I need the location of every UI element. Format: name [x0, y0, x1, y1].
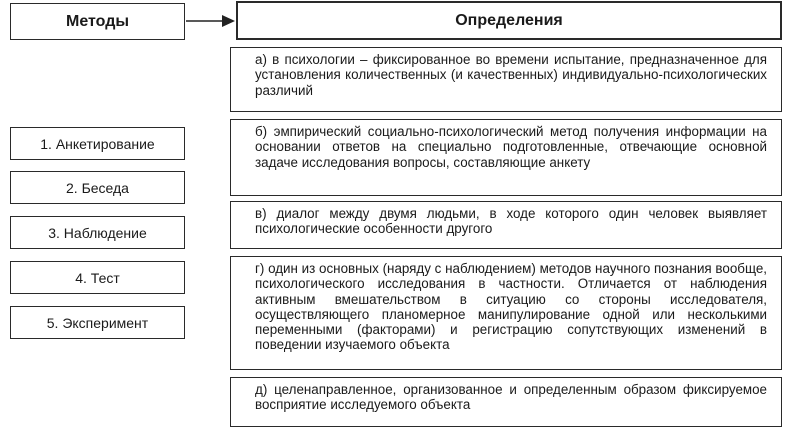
- definition-text: г) один из основных (наряду с наблюдением) методов научного познания вообще, психологического исследования в частности. Отличается от наблюдения активным вмешательством в ситуацию со стороны исследователя, осуществляющего планомерное манипулирование одной или несколькими переменными (факторами) и регистрацию сопутствующих изменений в поведении изучаемого объекта: [255, 261, 767, 353]
- definitions-header: [236, 1, 782, 40]
- definition-text: б) эмпирический социально-психологический метод получения информации на основании ответов на специально подготовленные, отвечающие основной задаче исследования вопросы, составляющие анкету: [255, 124, 767, 170]
- definition-a: [230, 47, 782, 112]
- methods-header-label: Методы: [65, 12, 130, 30]
- method-item-questionnaire: [10, 127, 185, 160]
- method-label: 5. Эксперимент: [46, 314, 149, 331]
- definitions-header-label: Определения: [455, 11, 563, 29]
- method-label: 2. Беседа: [66, 179, 129, 196]
- method-item-observation: [10, 216, 185, 249]
- method-label: 4. Тест: [75, 269, 120, 286]
- method-item-test: [10, 261, 185, 294]
- definition-e: [230, 377, 782, 427]
- method-label: 3. Наблюдение: [48, 224, 147, 241]
- definition-d: [230, 256, 782, 370]
- definition-c: [230, 201, 782, 249]
- method-label: 1. Анкетирование: [40, 135, 155, 152]
- arrow-right-icon: [186, 13, 236, 29]
- definition-text: д) целенаправленное, организованное и определенным образом фиксируемое восприятие исследуемого объекта: [255, 382, 767, 413]
- definition-text: а) в психологии – фиксированное во времени испытание, предназначенное для установления количественных (и качественных) индивидуально-психологических различий: [255, 52, 767, 98]
- methods-header: [10, 3, 185, 40]
- definition-text: в) диалог между двумя людьми, в ходе которого один человек выявляет психологические особенности другого: [255, 206, 767, 237]
- method-item-conversation: [10, 171, 185, 204]
- method-item-experiment: [10, 306, 185, 339]
- definition-b: [230, 119, 782, 196]
